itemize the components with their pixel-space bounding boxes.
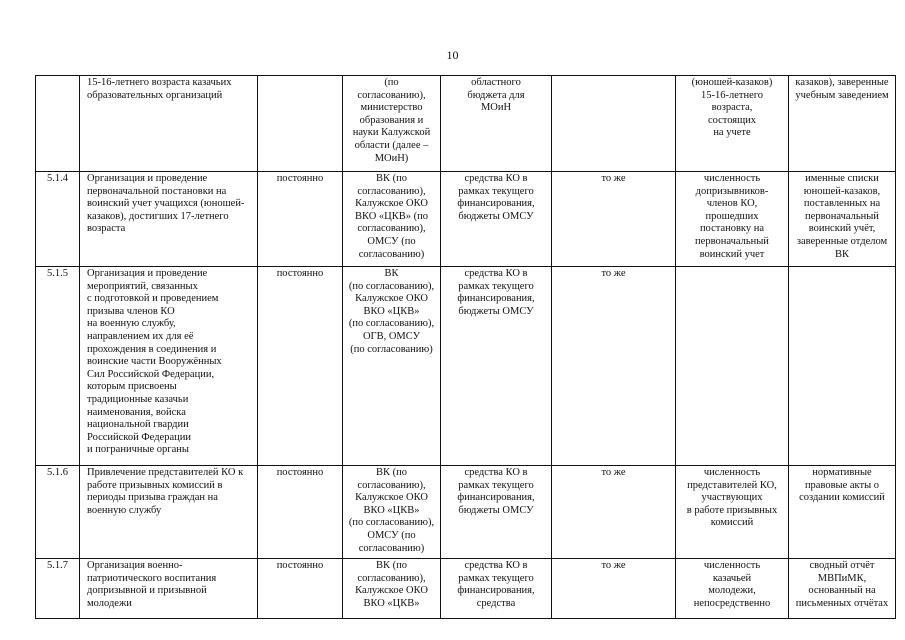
funding-source-cell: областного бюджета для МОиН <box>441 76 552 172</box>
funding-volume-cell: то же <box>552 172 676 267</box>
result-cell <box>789 267 896 466</box>
executors-cell: ВК (по согласованию), Калужское ОКО ВКО «ЦКВ» (по согласованию), ОМСУ (по согласованию) <box>343 466 441 559</box>
table-row <box>36 76 896 172</box>
indicator-cell: численность представителей КО, участвующих в работе призывных комиссий <box>676 466 789 559</box>
term-cell: постоянно <box>258 267 343 466</box>
executors-cell: ВК (по согласованию), Калужское ОКО ВКО «ЦКВ» <box>343 559 441 619</box>
funding-source-cell: средства КО в рамках текущего финансирования, бюджеты ОМСУ <box>441 172 552 267</box>
row-number: 5.1.5 <box>36 267 80 466</box>
funding-volume-cell <box>552 76 676 172</box>
measure-name: Организация и проведение мероприятий, связанных с подготовкой и проведением призыва членов КО на военную службу, направлением их для её прохождения в соединения и воинские части Вооружённых Сил Российской Федерации, которым присвоены традиционные казачьи наименования, войска национальной гвардии Российской Федерации и пограничные органы <box>80 267 258 466</box>
result-cell: нормативные правовые акты о создании комиссий <box>789 466 896 559</box>
funding-volume-cell: то же <box>552 466 676 559</box>
measure-name: Привлечение представителей КО к работе призывных комиссий в периоды призыва граждан на военную службу <box>80 466 258 559</box>
funding-volume-cell: то же <box>552 267 676 466</box>
result-cell: сводный отчёт МВПиМК, основанный на письменных отчётах <box>789 559 896 619</box>
executors-cell: ВК (по согласованию), Калужское ОКО ВКО «ЦКВ» (по согласованию), ОМСУ (по согласованию) <box>343 172 441 267</box>
term-cell: постоянно <box>258 172 343 267</box>
result-cell: именные списки юношей-казаков, поставленных на первоначальный воинский учёт, заверенные отделом ВК <box>789 172 896 267</box>
executors-cell: (по согласованию), министерство образования и науки Калужской области (далее – МОиН) <box>343 76 441 172</box>
table-row <box>36 559 896 619</box>
indicator-cell: (юношей-казаков) 15-16-летнего возраста, состоящих на учете <box>676 76 789 172</box>
row-number: 5.1.4 <box>36 172 80 267</box>
funding-volume-cell: то же <box>552 559 676 619</box>
row-number: 5.1.7 <box>36 559 80 619</box>
table-body <box>36 76 896 619</box>
table-row <box>36 466 896 559</box>
funding-source-cell: средства КО в рамках текущего финансирования, бюджеты ОМСУ <box>441 267 552 466</box>
table-row <box>36 172 896 267</box>
indicator-cell <box>676 267 789 466</box>
page-number: 10 <box>446 48 459 62</box>
row-number <box>36 76 80 172</box>
term-cell: постоянно <box>258 466 343 559</box>
term-cell <box>258 76 343 172</box>
executors-cell: ВК (по согласованию), Калужское ОКО ВКО «ЦКВ» (по согласованию), ОГВ, ОМСУ (по согласованию) <box>343 267 441 466</box>
funding-source-cell: средства КО в рамках текущего финансирования, средства <box>441 559 552 619</box>
table-row <box>36 267 896 466</box>
indicator-cell: численность допризывников- членов КО, прошедших постановку на первоначальный воинский учет <box>676 172 789 267</box>
funding-source-cell: средства КО в рамках текущего финансирования, бюджеты ОМСУ <box>441 466 552 559</box>
measures-table <box>35 75 896 619</box>
result-cell: казаков), заверенные учебным заведением <box>789 76 896 172</box>
measure-name: Организация и проведение первоначальной постановки на воинский учет учащихся (юношей-казаков), достигших 17-летнего возраста <box>80 172 258 267</box>
indicator-cell: численность казачьей молодежи, непосредственно <box>676 559 789 619</box>
row-number: 5.1.6 <box>36 466 80 559</box>
term-cell: постоянно <box>258 559 343 619</box>
measure-name: Организация военно-патриотического воспитания допризывной и призывной молодежи <box>80 559 258 619</box>
measure-name: 15-16-летнего возраста казачьих образовательных организаций <box>80 76 258 172</box>
